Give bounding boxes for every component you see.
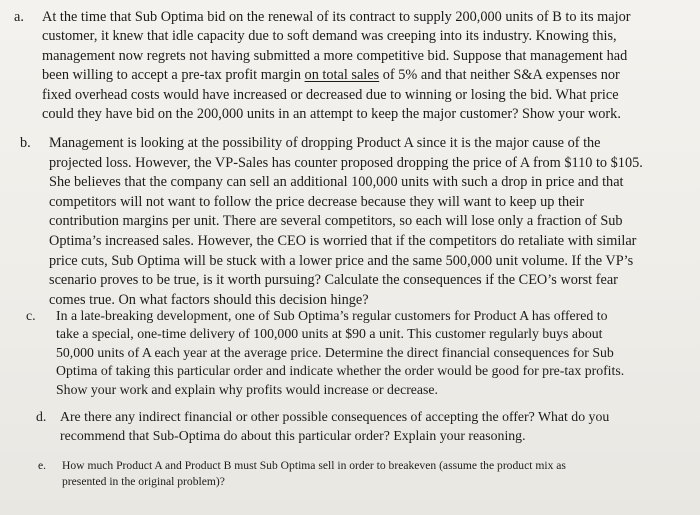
question-d-text (60, 408, 696, 445)
text-line: Show your work and explain why profits would increase or decrease. (56, 381, 438, 397)
question-c-text (56, 307, 696, 399)
question-a-text (42, 8, 698, 124)
text-line: She believes that the company can sell an additional 100,000 units with such a drop in price and that (49, 174, 624, 191)
text-line: 50,000 units of A each year at the average price. Determine the direct financial consequences for Sub (56, 344, 614, 360)
question-a (14, 8, 698, 124)
question-b-marker: b. (20, 135, 31, 151)
text-segment: of 5% and that neither S&A expenses nor (379, 67, 620, 84)
text-line: recommend that Sub-Optima do about this particular order? Explain your reasoning. (60, 427, 526, 443)
text-line: fixed overhead costs would have increased or decreased due to winning or losing the bid. What price (42, 86, 619, 103)
text-line: scenario proves to be true, is it worth pursuing? Calculate the consequences if the CEO’s worst fear (49, 272, 618, 289)
text-line: management now regrets not having submitted a more competitive bid. Suppose that management had (42, 47, 628, 64)
text-line (42, 66, 698, 85)
text-line: How much Product A and Product B must Sub Optima sell in order to breakeven (assume the product mix as (62, 459, 566, 472)
question-c-marker: c. (26, 308, 36, 323)
text-line: projected loss. However, the VP-Sales has counter proposed dropping the price of A from $110 to $105. (49, 154, 643, 171)
text-line: Optima of taking this particular order and indicate whether the order would be good for pre-tax profits. (56, 363, 625, 379)
text-line: price cuts, Sub Optima will be stuck with a lower price and the same 500,000 unit volume. If the VP’s (49, 252, 634, 269)
question-d (36, 408, 696, 445)
text-line: In a late-breaking development, one of Sub Optima’s regular customers for Product A has offered to (56, 308, 608, 323)
text-line: presented in the original problem)? (62, 475, 225, 488)
question-e (38, 458, 696, 490)
question-b-text (49, 134, 698, 310)
question-e-text (62, 458, 696, 490)
text-line: take a special, one-time delivery of 100,000 units at $90 a unit. This customer regularly buys about (56, 326, 603, 342)
text-segment: been willing to accept a pre-tax profit margin (42, 67, 305, 84)
text-line: At the time that Sub Optima bid on the renewal of its contract to supply 200,000 units of B to its major (42, 9, 631, 25)
question-d-marker: d. (36, 409, 47, 424)
text-line: competitors will not want to follow the price decrease because they will want to keep up their (49, 193, 585, 210)
question-b (20, 134, 698, 310)
question-a-marker: a. (14, 9, 24, 25)
text-line: contribution margins per unit. There are several competitors, so each will lose only a fraction of Sub (49, 213, 623, 230)
text-line: Are there any indirect financial or other possible consequences of accepting the offer? What do you (60, 409, 610, 424)
question-c (26, 307, 696, 399)
text-line: Management is looking at the possibility of dropping Product A since it is the major cause of the (49, 135, 601, 151)
text-line: could they have bid on the 200,000 units in an attempt to keep the major customer? Show your work. (42, 106, 621, 123)
text-line: customer, it knew that idle capacity due to soft demand was creeping into its industry. Knowing this, (42, 28, 617, 45)
text-line: Optima’s increased sales. However, the CEO is worried that if the competitors do retaliate with similar (49, 232, 637, 249)
underlined-phrase: on total sales (304, 67, 380, 84)
text-line: comes true. On what factors should this decision hinge? (49, 291, 369, 308)
question-e-marker: e. (38, 459, 47, 472)
